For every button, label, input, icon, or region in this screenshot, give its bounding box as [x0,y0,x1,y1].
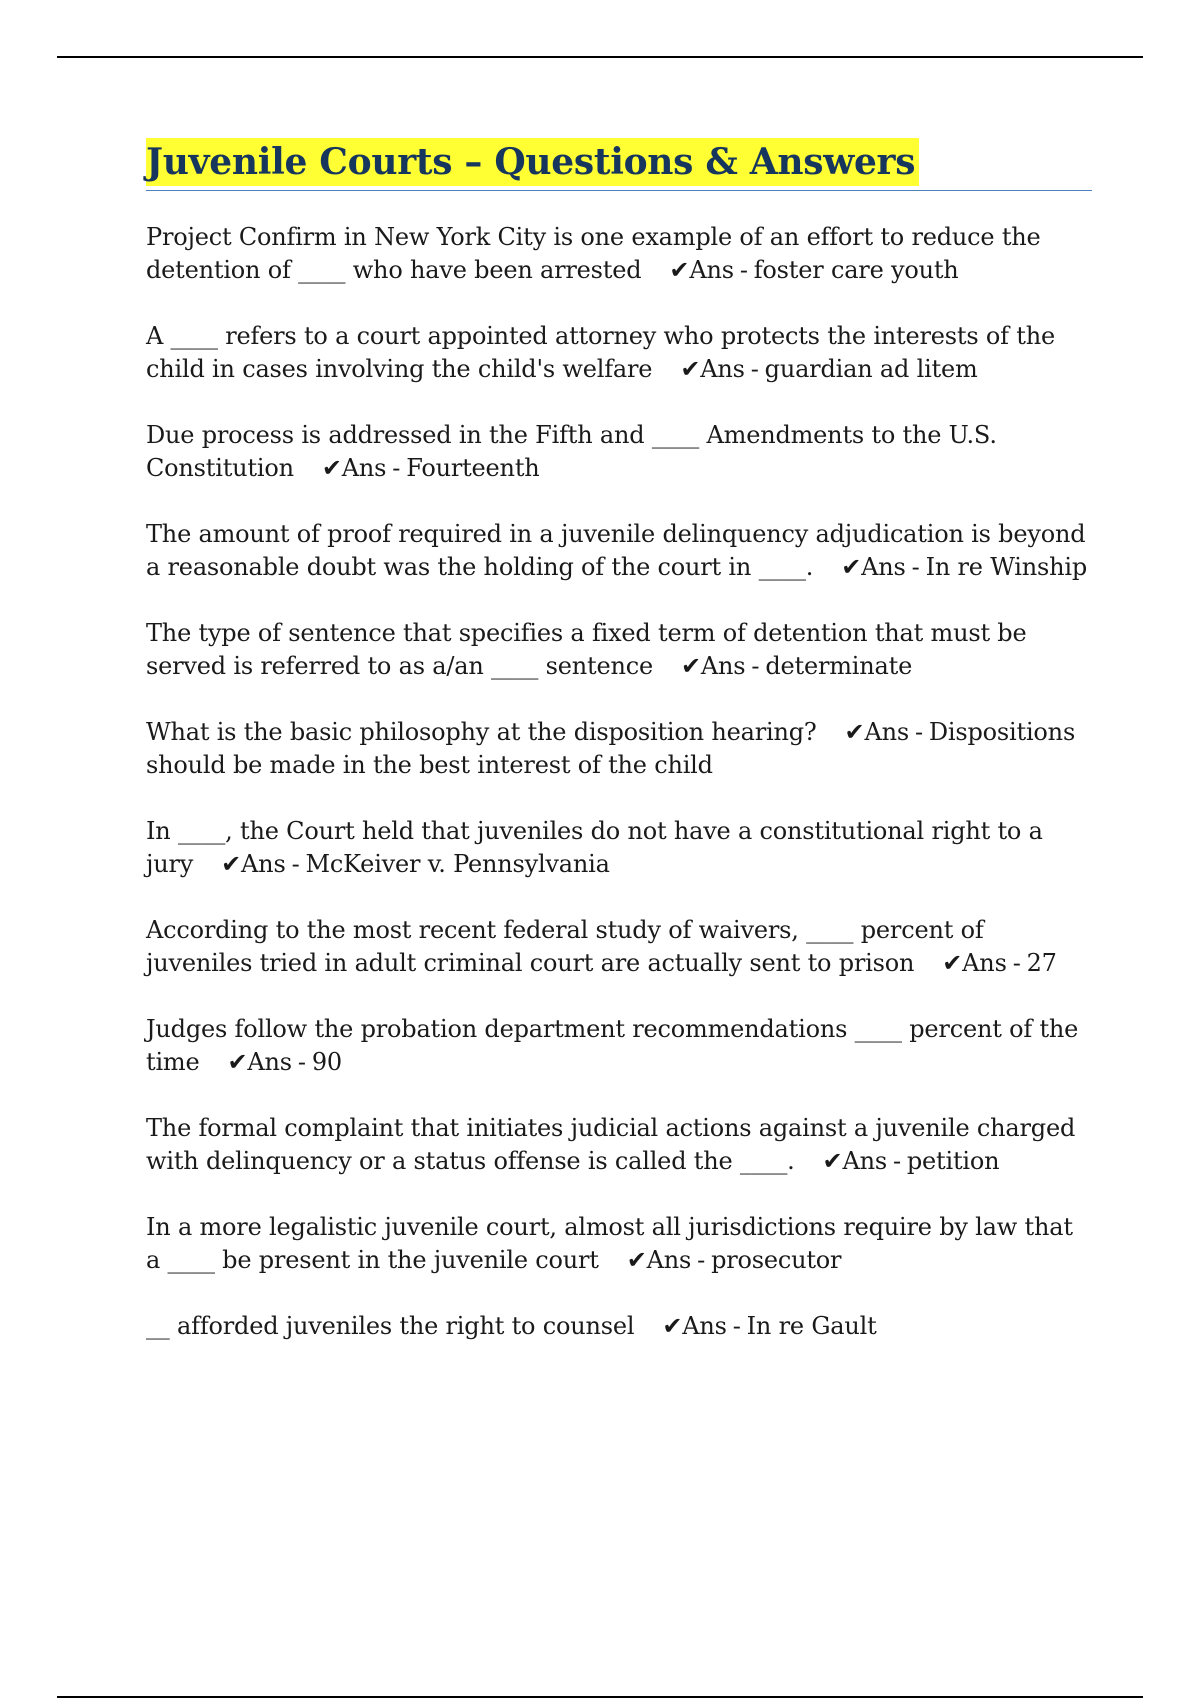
answer-text: prosecutor [711,1246,842,1274]
answer-text: In re Winship [925,553,1088,581]
answer-marker: ✔Ans [841,553,906,581]
answer-separator: - [892,1147,901,1175]
question-text: The formal complaint that initiates judicial actions against a juvenile charged with delinquency or a status offense is called the ____. [146,1114,1076,1175]
answer-marker: ✔Ans [681,652,746,680]
answer-text: 27 [1026,949,1057,977]
answer-separator: - [392,454,401,482]
qa-item [146,1013,1092,1079]
answer-separator: - [751,652,760,680]
answer-separator: - [697,1246,706,1274]
header-rule [57,56,1143,58]
answer-marker: ✔Ans [680,355,745,383]
answer-separator: - [732,1312,741,1340]
question-text: Due process is addressed in the Fifth and ____ Amendments to the U.S. Constitution [146,421,997,482]
qa-item [146,1211,1092,1277]
answer-text: McKeiver v. Pennsylvania [305,850,610,878]
answer-separator: - [297,1048,306,1076]
qa-item [146,419,1092,485]
qa-item [146,518,1092,584]
answer-marker: ✔Ans [321,454,387,482]
qa-item [146,716,1092,782]
qa-item [146,815,1092,881]
qa-item [146,617,1092,683]
answer-separator: - [1012,949,1021,977]
answer-separator: - [291,850,300,878]
question-text: What is the basic philosophy at the disposition hearing? [146,718,817,746]
question-text: Judges follow the probation department recommendations ____ percent of the time [146,1015,1079,1076]
answer-marker: ✔Ans [844,718,909,746]
answer-text: Dispositions should be made in the best interest of the child [146,718,1076,779]
answer-separator: - [911,553,920,581]
answer-separator: - [914,718,923,746]
qa-item [146,914,1092,980]
document-body [146,138,1092,1376]
question-text: In ____, the Court held that juveniles do not have a constitutional right to a jury [146,817,1043,878]
answer-text: In re Gault [746,1312,877,1340]
question-text: The type of sentence that specifies a fixed term of detention that must be served is referred to as a/an ____ sentence [146,619,1027,680]
document-title: Juvenile Courts – Questions & Answers [146,138,919,186]
answer-separator: - [750,355,759,383]
answer-marker: ✔Ans [626,1246,692,1274]
title-block [146,138,1092,191]
qa-item [146,221,1092,287]
answer-marker: ✔Ans [669,256,734,284]
answer-text: guardian ad litem [764,355,978,383]
answer-text: petition [906,1147,1000,1175]
qa-item [146,1112,1092,1178]
qa-list [146,221,1092,1343]
answer-separator: - [739,256,748,284]
answer-marker: ✔Ans [942,949,1007,977]
qa-item [146,320,1092,386]
question-text: The amount of proof required in a juvenile delinquency adjudication is beyond a reasonable doubt was the holding of the court in ____. [146,520,1086,581]
answer-marker: ✔Ans [822,1147,887,1175]
answer-marker: ✔Ans [221,850,286,878]
footer-rule [57,1696,1143,1698]
answer-text: foster care youth [753,256,959,284]
question-text: Project Confirm in New York City is one example of an effort to reduce the detention of ____ who have been arrested [146,223,1041,284]
answer-text: Fourteenth [406,454,540,482]
answer-text: 90 [311,1048,342,1076]
question-text: In a more legalistic juvenile court, almost all jurisdictions require by law that a ____ be present in the juvenile court [146,1213,1073,1274]
question-text: __ afforded juveniles the right to counsel [146,1312,635,1340]
question-text: According to the most recent federal study of waivers, ____ percent of juveniles tried in adult criminal court are actually sent to prison [146,916,984,977]
answer-marker: ✔Ans [662,1312,727,1340]
answer-text: determinate [765,652,913,680]
question-text: A ____ refers to a court appointed attorney who protects the interests of the child in cases involving the child's welfare [146,322,1055,383]
answer-marker: ✔Ans [227,1048,292,1076]
qa-item [146,1310,1092,1343]
